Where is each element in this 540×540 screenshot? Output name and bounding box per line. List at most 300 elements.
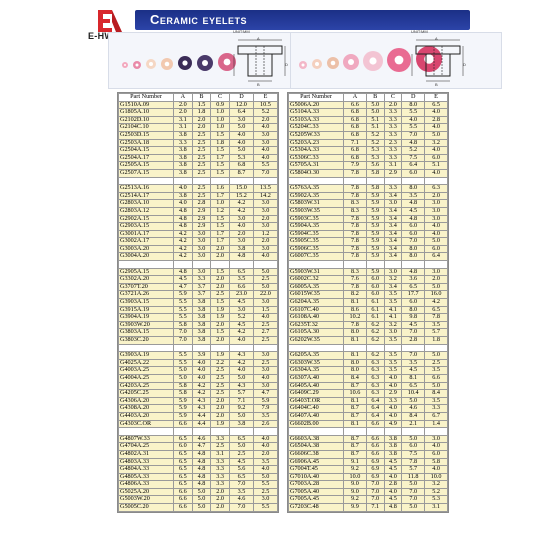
dimension-cell: 8.3: [344, 207, 367, 215]
dimension-cell: 6.5: [174, 435, 193, 443]
table-row: [119, 337, 278, 345]
part-number-cell: G6602B.00: [289, 420, 344, 428]
dimension-cell: 10.2: [344, 314, 367, 322]
dimension-cell: 6.6: [366, 420, 384, 428]
part-number-cell: G4803A.33: [119, 458, 174, 466]
dimension-cell: 1.6: [211, 185, 230, 193]
dimension-cell: 6.0: [174, 443, 193, 451]
part-number-cell: G3003A.20: [119, 245, 174, 253]
dimension-cell: 4.3: [192, 397, 211, 405]
dimension-cell: 6.8: [344, 109, 367, 117]
part-number-cell: G5006A.20: [289, 101, 344, 109]
part-number-cell: G5906C.35: [289, 245, 344, 253]
dimension-cell: 4.0: [174, 185, 193, 193]
dimension-cell: 5.9: [174, 412, 193, 420]
dimension-cell: 3.4: [384, 245, 402, 253]
dimension-cell: 1.2: [253, 230, 277, 238]
dimension-cell: 2.0: [211, 496, 230, 504]
dimension-cell: 7.0: [402, 238, 425, 246]
part-number-cell: G4704A.25: [119, 443, 174, 451]
dimension-cell: 4.2: [229, 359, 253, 367]
part-number-cell: G5904A.35: [289, 223, 344, 231]
dimension-cell: 5.0: [402, 397, 425, 405]
dimension-cell: 2.5: [425, 359, 448, 367]
dimension-cell: 4.6: [229, 496, 253, 504]
dimension-cell: 4.0: [253, 154, 277, 162]
dimension-cell: 6.3: [366, 367, 384, 375]
dimension-cell: 3.0: [253, 367, 277, 375]
dimension-cell: 6.5: [174, 466, 193, 474]
dimension-cell: 4.3: [229, 352, 253, 360]
dimension-cell: 9.8: [402, 314, 425, 322]
dimension-cell: 2.9: [192, 215, 211, 223]
part-number-cell: G5803W.31: [289, 200, 344, 208]
dimension-cell: 4.0: [253, 443, 277, 451]
table-header-row: [119, 94, 278, 102]
part-number-cell: G3904A.19: [119, 314, 174, 322]
dimension-cell: 2.9: [192, 223, 211, 231]
dimension-cell: 1.9: [211, 314, 230, 322]
dimension-cell: 4.5: [402, 207, 425, 215]
page-title: Ceramic eyelets: [150, 12, 248, 27]
dimension-cell: 4.8: [229, 253, 253, 261]
dimension-cell: 6.1: [366, 299, 384, 307]
part-number-cell: G2503D.15: [119, 131, 174, 139]
dimension-cell: 4.1: [384, 306, 402, 314]
dimension-cell: 6.5: [229, 268, 253, 276]
part-number-cell: G6407A.40: [289, 412, 344, 420]
diagram-label-d: D: [285, 62, 288, 67]
dimension-cell: 10.5: [253, 101, 277, 109]
dimension-cell: 7.0: [229, 504, 253, 512]
dimension-cell: 6.5: [229, 473, 253, 481]
part-number-cell: G6606C.38: [289, 450, 344, 458]
part-table-right: [287, 92, 449, 513]
dimension-cell: 3.0: [253, 299, 277, 307]
part-number-cell: G6504A.38: [289, 443, 344, 451]
dimension-cell: 6.4: [366, 397, 384, 405]
dimension-cell: 11.8: [402, 473, 425, 481]
dimension-cell: 1.5: [192, 101, 211, 109]
part-number-cell: G2803A.12: [119, 207, 174, 215]
dimension-cell: 6.8: [229, 162, 253, 170]
dimension-cell: 8.4: [425, 390, 448, 398]
dimension-cell: 8.7: [229, 169, 253, 177]
dimension-cell: 10.4: [402, 390, 425, 398]
dimension-cell: 1.5: [211, 268, 230, 276]
dimension-cell: 5.0: [253, 268, 277, 276]
dimension-cell: 6.5: [425, 306, 448, 314]
dimension-cell: 2.0: [253, 215, 277, 223]
part-number-cell: G5804O.30: [289, 169, 344, 177]
dimension-cell: 2.5: [229, 450, 253, 458]
dimension-cell: 4.7: [253, 390, 277, 398]
part-number-cell: G2104C.10: [119, 124, 174, 132]
dimension-cell: 5.1: [366, 116, 384, 124]
dimension-cell: 5.0: [229, 147, 253, 155]
dimension-cell: 7.9: [344, 162, 367, 170]
part-number-cell: G2905A.15: [119, 268, 174, 276]
table-row: [119, 412, 278, 420]
dimension-cell: 8.1: [344, 397, 367, 405]
dimension-cell: 9.1: [344, 458, 367, 466]
dimension-cell: 4.0: [229, 337, 253, 345]
dimension-cell: 2.0: [253, 450, 277, 458]
part-number-cell: G6108A.40: [289, 314, 344, 322]
dimension-cell: 4.0: [174, 200, 193, 208]
part-number-cell: G5902A.35: [289, 192, 344, 200]
dimension-cell: 2.0: [253, 238, 277, 246]
dimension-cell: 1.5: [211, 215, 230, 223]
dimension-cell: 5.0: [192, 496, 211, 504]
dimension-cell: 4.8: [402, 200, 425, 208]
dimension-cell: 5.8: [366, 185, 384, 193]
dimension-cell: 3.5: [253, 458, 277, 466]
dimension-cell: 2.0: [211, 276, 230, 284]
dimension-cell: 6.6: [366, 443, 384, 451]
dimension-cell: 7.0: [402, 329, 425, 337]
dimension-cell: 4.0: [384, 488, 402, 496]
dimension-cell: 1.0: [211, 109, 230, 117]
dimension-cell: 5.9: [366, 230, 384, 238]
dimension-cell: 4.8: [192, 466, 211, 474]
dimension-cell: 4.0: [384, 473, 402, 481]
table-row: [119, 169, 278, 177]
dimension-cell: 3.0: [253, 207, 277, 215]
dimension-cell: 3.0: [192, 253, 211, 261]
dimension-cell: 2.0: [211, 321, 230, 329]
dimension-cell: 2.5: [253, 337, 277, 345]
dimension-cell: 1.5: [211, 162, 230, 170]
eyelet-dimension-diagram-2: [408, 28, 468, 88]
part-number-cell: G7004T.45: [289, 466, 344, 474]
dimension-cell: 3.5: [384, 337, 402, 345]
dimension-cell: 5.0: [229, 443, 253, 451]
dimension-cell: 4.3: [229, 382, 253, 390]
dimension-cell: 2.7: [253, 329, 277, 337]
dimension-cell: 6.5: [229, 435, 253, 443]
dimension-cell: 3.0: [384, 268, 402, 276]
part-number-cell: G5203A.23: [289, 139, 344, 147]
table-row: [289, 450, 448, 458]
dimension-cell: 5.9: [366, 223, 384, 231]
dimension-cell: 3.4: [384, 223, 402, 231]
table-row: [119, 504, 278, 512]
dimension-cell: 6.3: [366, 359, 384, 367]
dimension-cell: 5.2: [253, 109, 277, 117]
dimension-cell: 5.6: [229, 466, 253, 474]
dimension-cell: 8.0: [402, 245, 425, 253]
dimension-cell: 2.2: [211, 359, 230, 367]
dimension-cell: 5.1: [366, 124, 384, 132]
dimension-cell: 8.0: [402, 306, 425, 314]
part-number-cell: G2514A.17: [119, 192, 174, 200]
dimension-cell: 1.9: [211, 306, 230, 314]
dimension-cell: 7.8: [344, 283, 367, 291]
dimension-cell: 8.1: [344, 352, 367, 360]
dimension-cell: 3.4: [384, 230, 402, 238]
dimension-cell: 6.5: [174, 473, 193, 481]
dimension-cell: 7.8: [344, 245, 367, 253]
dimension-cell: 1.5: [211, 223, 230, 231]
table-row: [119, 299, 278, 307]
dimension-cell: 4.8: [192, 473, 211, 481]
dimension-cell: 3.0: [253, 223, 277, 231]
dimension-cell: 2.0: [211, 397, 230, 405]
part-number-cell: G5205W.33: [289, 131, 344, 139]
dimension-cell: 5.5: [174, 359, 193, 367]
dimension-cell: 1.0: [211, 124, 230, 132]
dimension-cell: 4.8: [384, 504, 402, 512]
dimension-cell: 5.2: [425, 488, 448, 496]
dimension-cell: 3.5: [425, 397, 448, 405]
dimension-cell: 3.8: [174, 147, 193, 155]
dimension-cell: 2.9: [384, 169, 402, 177]
dimension-cell: 6.9: [366, 473, 384, 481]
dimension-cell: 6.4: [425, 253, 448, 261]
dimension-cell: 4.0: [425, 230, 448, 238]
dimension-cell: 7.8: [344, 230, 367, 238]
dimension-cell: 5.9: [174, 405, 193, 413]
dimension-cell: 3.0: [384, 200, 402, 208]
dimension-cell: 3.3: [384, 131, 402, 139]
dimension-cell: 7.8: [344, 238, 367, 246]
dimension-cell: 6.8: [344, 116, 367, 124]
dimension-cell: 6.5: [174, 458, 193, 466]
dimension-cell: 4.0: [425, 169, 448, 177]
dimension-cell: 7.0: [366, 496, 384, 504]
dimension-cell: 3.2: [425, 139, 448, 147]
dimension-cell: 4.0: [229, 367, 253, 375]
dimension-cell: 6.3: [366, 382, 384, 390]
part-number-cell: G6405A.40: [289, 382, 344, 390]
dimension-cell: 5.0: [229, 124, 253, 132]
part-number-cell: G7003A.28: [289, 481, 344, 489]
dimension-cell: 3.8: [192, 306, 211, 314]
dimension-cell: 5.7: [229, 390, 253, 398]
dimension-cell: 5.9: [366, 268, 384, 276]
dimension-cell: 2.8: [384, 481, 402, 489]
dimension-cell: 4.2: [425, 299, 448, 307]
dimension-cell: 3.5: [384, 352, 402, 360]
part-number-cell: G4403A.20: [119, 412, 174, 420]
table-row: [289, 207, 448, 215]
dimension-cell: 6.6: [425, 374, 448, 382]
dimension-cell: 3.3: [384, 147, 402, 155]
dimension-cell: 8.7: [344, 450, 367, 458]
dimension-cell: 3.0: [253, 200, 277, 208]
part-number-cell: G6002C.32: [289, 276, 344, 284]
part-number-cell: G1510A.09: [119, 101, 174, 109]
part-number-cell: G6007C.35: [289, 253, 344, 261]
header-c: C: [384, 94, 402, 102]
dimension-cell: 2.0: [192, 124, 211, 132]
dimension-cell: 6.4: [229, 109, 253, 117]
header-e: E: [253, 94, 277, 102]
part-number-cell: G7010A.40: [289, 473, 344, 481]
dimension-cell: 3.5: [384, 359, 402, 367]
dimension-cell: 5.8: [174, 382, 193, 390]
dimension-cell: 4.2: [229, 200, 253, 208]
dimension-cell: 4.5: [174, 276, 193, 284]
dimension-cell: 4.0: [384, 382, 402, 390]
part-number-cell: G6404C.40: [289, 405, 344, 413]
part-number-cell: G6303W.35: [289, 359, 344, 367]
dimension-cell: 7.5: [402, 450, 425, 458]
part-number-cell: G6235T.32: [289, 321, 344, 329]
dimension-cell: 3.8: [192, 321, 211, 329]
dimension-cell: 4.0: [425, 109, 448, 117]
dimension-cell: 5.9: [366, 192, 384, 200]
dimension-cell: 7.0: [174, 337, 193, 345]
dimension-cell: 4.0: [384, 405, 402, 413]
dimension-cell: 6.5: [402, 382, 425, 390]
dimension-cell: 7.0: [253, 169, 277, 177]
dimension-cell: 2.5: [211, 367, 230, 375]
dimension-cell: 5.6: [366, 162, 384, 170]
dimension-cell: 3.2: [384, 321, 402, 329]
dimension-cell: 3.3: [384, 185, 402, 193]
part-number-cell: G2902A.15: [119, 215, 174, 223]
dimension-cell: 5.2: [366, 131, 384, 139]
dimension-cell: 3.5: [384, 367, 402, 375]
dimension-cell: 2.8: [402, 337, 425, 345]
dimension-cell: 3.0: [229, 238, 253, 246]
dimension-cell: 8.2: [344, 291, 367, 299]
header-a: A: [174, 94, 193, 102]
dimension-cell: 6.8: [344, 131, 367, 139]
diagram-label-b-2: B: [435, 82, 438, 87]
dimension-cell: 6.9: [366, 458, 384, 466]
dimension-cell: 5.9: [366, 253, 384, 261]
dimension-cell: 6.3: [366, 374, 384, 382]
dimension-cell: 6.4: [366, 405, 384, 413]
dimension-cell: 3.3: [384, 154, 402, 162]
dimension-cell: 4.0: [253, 374, 277, 382]
dimension-cell: 8.1: [344, 420, 367, 428]
dimension-cell: 1.5: [253, 306, 277, 314]
dimension-cell: 3.3: [211, 458, 230, 466]
part-number-cell: G2505A.15: [119, 162, 174, 170]
dimension-cell: 1.8: [425, 337, 448, 345]
dimension-cell: 8.7: [344, 405, 367, 413]
dimension-cell: 3.0: [253, 496, 277, 504]
part-number-cell: G5103A.33: [289, 116, 344, 124]
dimension-cell: 4.2: [229, 329, 253, 337]
dimension-cell: 6.3: [366, 390, 384, 398]
dimension-cell: 3.7: [192, 283, 211, 291]
dimension-cell: 4.2: [174, 230, 193, 238]
dimension-cell: 5.5: [402, 124, 425, 132]
dimension-cell: 6.0: [402, 230, 425, 238]
part-number-cell: G6603A.38: [289, 435, 344, 443]
dimension-cell: 6.5: [174, 450, 193, 458]
dimension-cell: 8.1: [344, 299, 367, 307]
part-number-cell: G4308A.20: [119, 405, 174, 413]
unit-label-right: UNIT:MM: [411, 29, 428, 34]
part-number-cell: G6304A.35: [289, 367, 344, 375]
dimension-cell: 15.2: [229, 192, 253, 200]
dimension-cell: 5.0: [192, 504, 211, 512]
dimension-cell: 8.3: [344, 200, 367, 208]
dimension-cell: 6.6: [366, 450, 384, 458]
dimension-cell: 2.5: [192, 169, 211, 177]
diagram-label-a: A: [257, 36, 260, 41]
dimension-cell: 8.7: [344, 412, 367, 420]
dimension-cell: 3.5: [402, 359, 425, 367]
part-number-cell: G6202W.35: [289, 337, 344, 345]
dimension-cell: 4.4: [192, 420, 211, 428]
dimension-cell: 5.1: [425, 162, 448, 170]
dimension-cell: 2.0: [211, 405, 230, 413]
dimension-cell: 3.8: [229, 245, 253, 253]
dimension-cell: 5.2: [229, 314, 253, 322]
dimension-cell: 3.3: [211, 466, 230, 474]
dimension-cell: 1.5: [211, 131, 230, 139]
table-row: [289, 131, 448, 139]
dimension-cell: 5.5: [174, 352, 193, 360]
dimension-cell: 8.0: [402, 253, 425, 261]
dimension-cell: 6.8: [344, 147, 367, 155]
dimension-cell: 5.8: [366, 169, 384, 177]
dimension-cell: 4.0: [253, 124, 277, 132]
dimension-cell: 6.6: [174, 488, 193, 496]
dimension-cell: 4.8: [174, 268, 193, 276]
dimension-cell: 8.7: [344, 435, 367, 443]
dimension-cell: 4.0: [402, 116, 425, 124]
dimension-cell: 4.0: [253, 466, 277, 474]
part-number-cell: G5904C.35: [289, 230, 344, 238]
dimension-cell: 2.5: [211, 390, 230, 398]
part-number-cell: G5903W.35: [289, 207, 344, 215]
dimension-cell: 4.4: [192, 412, 211, 420]
dimension-cell: 5.0: [366, 101, 384, 109]
part-number-cell: G5905C.35: [289, 238, 344, 246]
dimension-cell: 3.3: [384, 397, 402, 405]
dimension-cell: 6.6: [174, 504, 193, 512]
dimension-cell: 4.5: [384, 458, 402, 466]
dimension-cell: 9.0: [344, 481, 367, 489]
dimension-cell: 8.4: [344, 374, 367, 382]
dimension-cell: 3.5: [384, 299, 402, 307]
part-number-cell: G4203A.25: [119, 382, 174, 390]
dimension-cell: 4.2: [229, 207, 253, 215]
dimension-cell: 3.5: [229, 276, 253, 284]
dimension-cell: 17.7: [402, 291, 425, 299]
dimension-cell: 5.0: [425, 382, 448, 390]
part-number-cell: G3903W.20: [119, 321, 174, 329]
dimension-cell: 0.9: [211, 101, 230, 109]
dimension-cell: 7.8: [344, 185, 367, 193]
dimension-cell: 3.0: [229, 215, 253, 223]
dimension-cell: 3.8: [384, 443, 402, 451]
dimension-cell: 6.8: [344, 124, 367, 132]
dimension-cell: 4.0: [425, 147, 448, 155]
dimension-cell: 4.0: [229, 139, 253, 147]
dimension-cell: 4.0: [192, 367, 211, 375]
part-number-cell: G5005C.20: [119, 504, 174, 512]
dimension-cell: 1.4: [425, 420, 448, 428]
dimension-cell: 5.3: [366, 147, 384, 155]
dimension-cell: 5.7: [425, 329, 448, 337]
dimension-cell: 8.1: [344, 337, 367, 345]
dimension-cell: 6.5: [174, 481, 193, 489]
dimension-cell: 2.5: [192, 139, 211, 147]
dimension-cell: 3.8: [174, 162, 193, 170]
dimension-cell: 3.0: [425, 268, 448, 276]
dimension-cell: 4.0: [425, 124, 448, 132]
dimension-cell: 4.0: [192, 359, 211, 367]
